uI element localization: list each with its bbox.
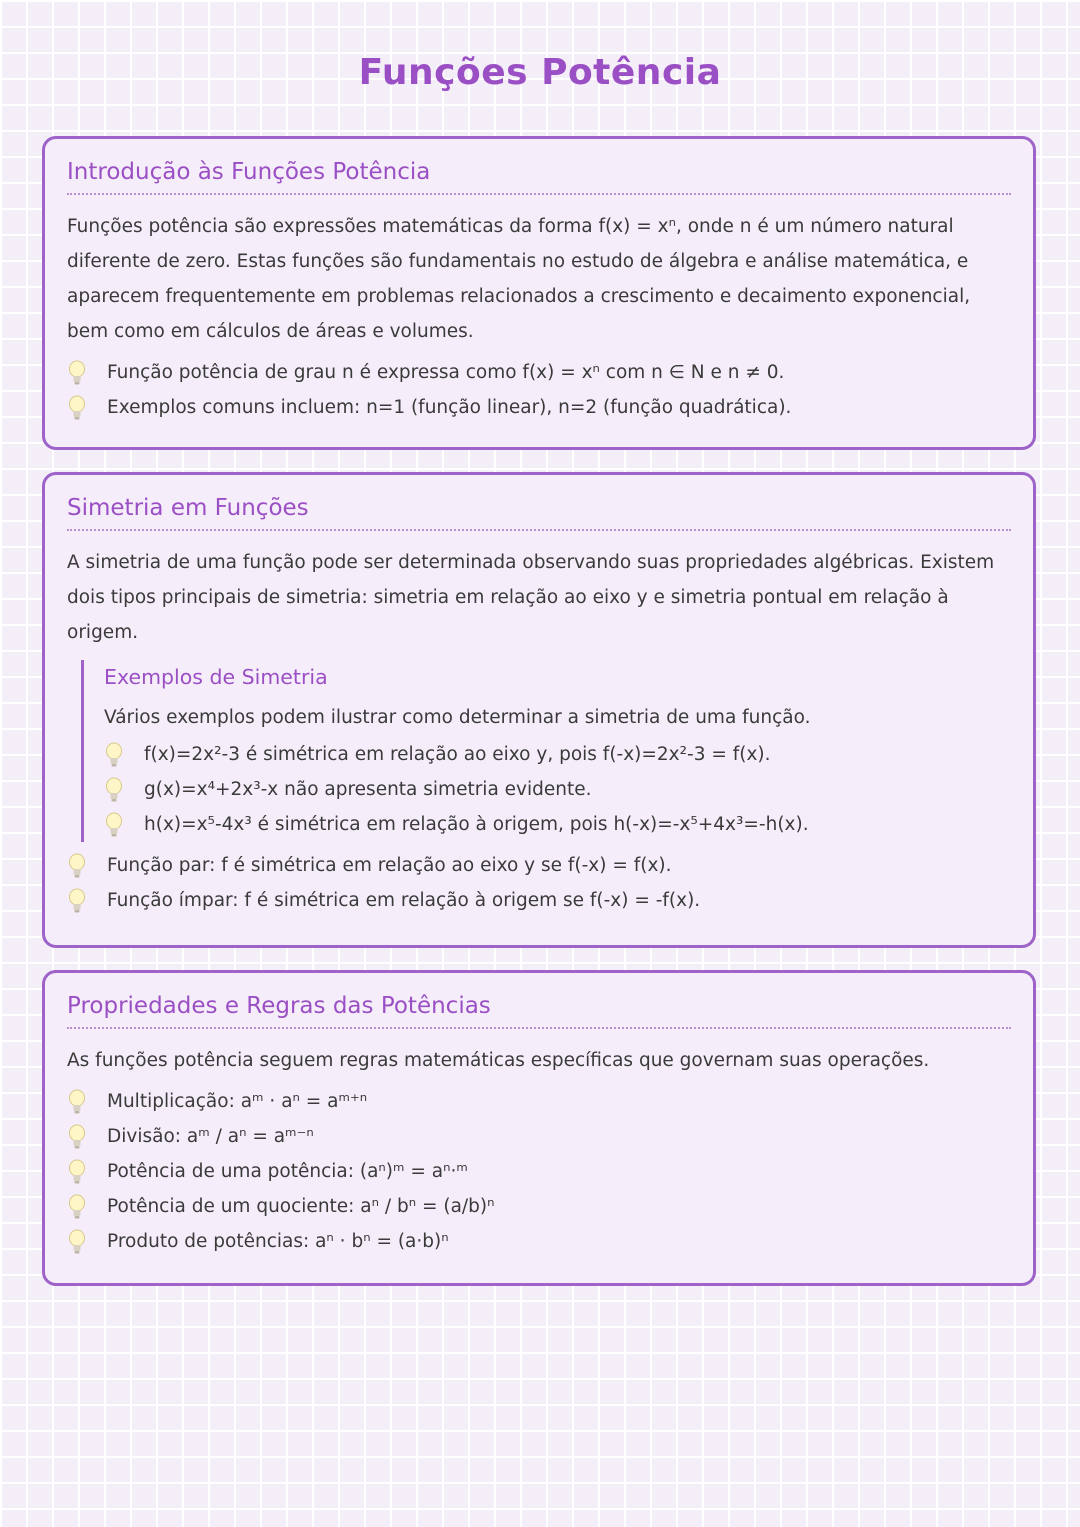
lightbulb-icon: [67, 853, 107, 879]
lightbulb-icon: [104, 812, 144, 838]
properties-list: [67, 1084, 1011, 1259]
page-title: Funções Potência: [358, 52, 722, 93]
lightbulb-icon: [104, 777, 144, 803]
symmetry-title: Simetria em Funções: [67, 495, 1011, 531]
properties-title: Propriedades e Regras das Potências: [67, 993, 1011, 1029]
symmetry-paragraph: A simetria de uma função pode ser determinada observando suas propriedades algébricas. Existem dois tipos principais de simetria: simetria em relação ao eixo y e simetria pontual em relação à origem.: [67, 552, 995, 643]
lightbulb-icon: [67, 888, 107, 914]
properties-card: [42, 970, 1036, 1286]
list-item: Divisão: aᵐ / aⁿ = aᵐ⁻ⁿ: [67, 1119, 1011, 1154]
list-item: Produto de potências: aⁿ · bⁿ = (a·b)ⁿ: [67, 1224, 1011, 1259]
list-item: Potência de um quociente: aⁿ / bⁿ = (a/b)ⁿ: [67, 1189, 1011, 1224]
list-item: h(x)=x⁵-4x³ é simétrica em relação à origem, pois h(-x)=-x⁵+4x³=-h(x).: [104, 807, 1011, 842]
list-item: Função par: f é simétrica em relação ao eixo y se f(-x) = f(x).: [67, 848, 1011, 883]
lightbulb-icon: [67, 1089, 107, 1115]
symmetry-card: [42, 472, 1036, 948]
examples-list: [104, 737, 1011, 842]
list-item: Exemplos comuns incluem: n=1 (função linear), n=2 (função quadrática).: [67, 390, 1011, 425]
lightbulb-icon: [67, 1229, 107, 1255]
intro-card: [42, 136, 1036, 450]
list-item: Potência de uma potência: (aⁿ)ᵐ = aⁿ·ᵐ: [67, 1154, 1011, 1189]
properties-paragraph: As funções potência seguem regras matemáticas específicas que governam suas operações.: [67, 1050, 930, 1071]
lightbulb-icon: [67, 1124, 107, 1150]
lightbulb-icon: [67, 360, 107, 386]
list-item: Função ímpar: f é simétrica em relação à origem se f(-x) = -f(x).: [67, 883, 1011, 918]
intro-title: Introdução às Funções Potência: [67, 159, 1011, 195]
intro-list: [67, 355, 1011, 425]
list-item: Multiplicação: aᵐ · aⁿ = aᵐ⁺ⁿ: [67, 1084, 1011, 1119]
symmetry-examples-block: [81, 660, 1011, 842]
lightbulb-icon: [67, 1159, 107, 1185]
list-item: f(x)=2x²-3 é simétrica em relação ao eixo y, pois f(-x)=2x²-3 = f(x).: [104, 737, 1011, 772]
symmetry-list: [67, 848, 1011, 918]
lightbulb-icon: [67, 395, 107, 421]
examples-title: Exemplos de Simetria: [104, 665, 328, 689]
list-item: Função potência de grau n é expressa como f(x) = xⁿ com n ∈ N e n ≠ 0.: [67, 355, 1011, 390]
list-item: g(x)=x⁴+2x³-x não apresenta simetria evidente.: [104, 772, 1011, 807]
lightbulb-icon: [67, 1194, 107, 1220]
lightbulb-icon: [104, 742, 144, 768]
intro-paragraph: Funções potência são expressões matemáticas da forma f(x) = xⁿ, onde n é um número natural diferente de zero. Estas funções são fundamentais no estudo de álgebra e análise matemática, e aparecem frequentemente em problemas relacionados a crescimento e decaimento exponencial, bem como em cálculos de áreas e volumes.: [67, 216, 971, 342]
examples-text: Vários exemplos podem ilustrar como determinar a simetria de uma função.: [104, 707, 811, 728]
